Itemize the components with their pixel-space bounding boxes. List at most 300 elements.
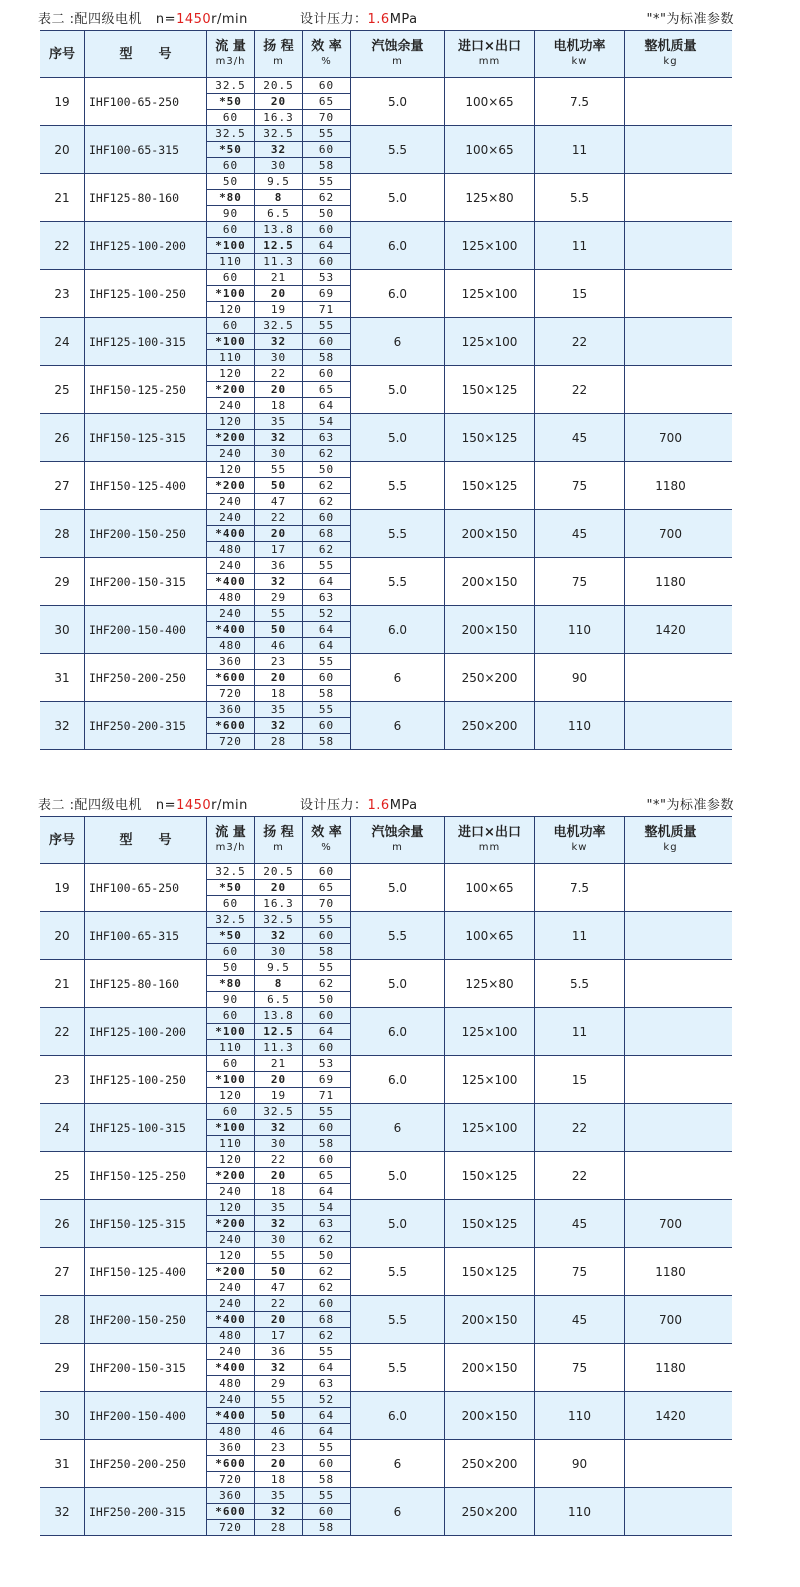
head-high: 28: [255, 733, 302, 749]
table-row: [40, 1296, 732, 1344]
row-npsh: [350, 558, 444, 605]
row-power-value: 11: [571, 928, 588, 943]
row-model-value: IHF125-100-200: [89, 1024, 186, 1039]
row-head: [254, 462, 302, 509]
eff-high: 62: [303, 493, 350, 509]
header-ports: [444, 31, 534, 77]
row-efficiency: [302, 1056, 350, 1103]
row-head: [254, 174, 302, 221]
row-flow: [206, 1392, 254, 1439]
head-low: 55: [270, 1249, 287, 1262]
row-npsh-value: 5.5: [387, 1360, 408, 1375]
eff-high: 58: [303, 1135, 350, 1151]
head-high: 16.3: [255, 895, 302, 911]
row-ports: [444, 366, 534, 413]
row-flow: [206, 960, 254, 1007]
row-power: [534, 1104, 624, 1151]
eff-standard: 60: [303, 1119, 350, 1135]
flow-standard: *200: [207, 1215, 254, 1231]
head-high: 19: [255, 301, 302, 317]
row-power: [534, 1440, 624, 1487]
row-ports: [444, 1440, 534, 1487]
eff-standard: 62: [303, 189, 350, 205]
head-standard: 20: [255, 669, 302, 685]
row-ports-value: 125×100: [461, 238, 518, 253]
row-index-value: 29: [54, 574, 70, 589]
flow-standard: *200: [207, 1263, 254, 1279]
row-mass: [624, 366, 716, 413]
row-index: [40, 222, 84, 269]
pressure-label: 设计压力：: [300, 12, 368, 27]
table-row: [40, 1344, 732, 1392]
row-power: [534, 702, 624, 749]
eff-low: 54: [318, 415, 335, 428]
row-mass: [624, 462, 716, 509]
row-power-value: 22: [571, 1120, 588, 1135]
row-npsh-value: 6.0: [387, 1072, 408, 1087]
flow-high: 480: [207, 541, 254, 557]
head-high: 6.5: [255, 991, 302, 1007]
row-power-value: 5.5: [569, 976, 590, 991]
header-model-label: 型 号: [119, 832, 172, 848]
flow-high: 240: [207, 397, 254, 413]
row-npsh: [350, 960, 444, 1007]
row-npsh-value: 6: [393, 334, 402, 349]
row-model: [84, 1008, 206, 1055]
row-ports: [444, 864, 534, 911]
row-ports-value: 125×100: [461, 1120, 518, 1135]
speed-value: 1450: [176, 12, 212, 27]
flow-standard: *50: [207, 879, 254, 895]
row-efficiency: [302, 510, 350, 557]
row-model: [84, 366, 206, 413]
row-index: [40, 1440, 84, 1487]
flow-standard: *100: [207, 237, 254, 253]
header-ports: [444, 817, 534, 863]
speed-value: 1450: [176, 798, 212, 813]
eff-low: 55: [318, 913, 335, 926]
row-mass: [624, 912, 716, 959]
row-head: [254, 222, 302, 269]
flow-high: 240: [207, 1231, 254, 1247]
row-power: [534, 270, 624, 317]
data-grid: [40, 30, 732, 750]
row-model: [84, 270, 206, 317]
row-npsh: [350, 606, 444, 653]
flow-high: 240: [207, 1279, 254, 1295]
flow-high: 240: [207, 493, 254, 509]
header-power-unit: kw: [571, 56, 588, 67]
row-model-value: IHF200-150-400: [89, 1408, 186, 1423]
row-ports-value: 200×150: [461, 622, 518, 637]
head-standard: 32: [255, 927, 302, 943]
row-mass-value: 700: [659, 1216, 682, 1231]
row-index-value: 22: [54, 1024, 70, 1039]
flow-standard: *400: [207, 1407, 254, 1423]
row-power: [534, 606, 624, 653]
row-mass: [624, 1200, 716, 1247]
row-ports: [444, 960, 534, 1007]
flow-standard: *50: [207, 927, 254, 943]
table-row: [40, 864, 732, 912]
row-model: [84, 1248, 206, 1295]
head-high: 30: [255, 1231, 302, 1247]
row-mass-value: 700: [659, 1312, 682, 1327]
head-low: 35: [270, 415, 287, 428]
row-efficiency: [302, 558, 350, 605]
head-low: 22: [270, 1153, 287, 1166]
row-npsh-value: 6: [393, 670, 402, 685]
eff-standard: 65: [303, 879, 350, 895]
eff-low: 50: [318, 463, 335, 476]
row-npsh: [350, 1056, 444, 1103]
row-flow: [206, 1344, 254, 1391]
flow-low: 50: [222, 175, 239, 188]
row-power-value: 22: [571, 1168, 588, 1183]
flow-standard: *80: [207, 189, 254, 205]
row-mass-value: 1420: [655, 622, 686, 637]
eff-low: 53: [318, 271, 335, 284]
row-model-value: IHF100-65-315: [89, 928, 180, 943]
row-efficiency: [302, 126, 350, 173]
head-low: 23: [270, 1441, 287, 1454]
header-efficiency: [302, 31, 350, 77]
row-mass: [624, 510, 716, 557]
row-model-value: IHF250-200-250: [89, 670, 186, 685]
head-low: 20.5: [263, 865, 294, 878]
row-power: [534, 414, 624, 461]
row-index-value: 32: [54, 718, 70, 733]
row-model-value: IHF100-65-250: [89, 880, 180, 895]
eff-standard: 65: [303, 1167, 350, 1183]
row-flow: [206, 558, 254, 605]
row-model-value: IHF125-100-315: [89, 1120, 186, 1135]
row-index-value: 24: [54, 334, 70, 349]
flow-low: 120: [219, 1249, 242, 1262]
row-ports-value: 125×100: [461, 1072, 518, 1087]
flow-standard: *200: [207, 1167, 254, 1183]
row-mass: [624, 1104, 716, 1151]
row-model: [84, 510, 206, 557]
row-head: [254, 366, 302, 413]
row-npsh: [350, 174, 444, 221]
row-npsh: [350, 702, 444, 749]
eff-high: 58: [303, 1471, 350, 1487]
row-ports-value: 250×200: [461, 670, 518, 685]
eff-standard: 64: [303, 1023, 350, 1039]
row-index: [40, 414, 84, 461]
row-model: [84, 1056, 206, 1103]
eff-high: 58: [303, 943, 350, 959]
row-index-value: 20: [54, 928, 70, 943]
row-flow: [206, 1200, 254, 1247]
table-row: [40, 78, 732, 126]
row-npsh: [350, 654, 444, 701]
row-flow: [206, 270, 254, 317]
head-high: 29: [255, 1375, 302, 1391]
table-row: [40, 270, 732, 318]
row-model: [84, 1392, 206, 1439]
header-index-label: 序号: [48, 832, 75, 848]
row-npsh: [350, 1152, 444, 1199]
table-row: [40, 702, 732, 749]
head-low: 9.5: [267, 175, 290, 188]
head-high: 11.3: [255, 1039, 302, 1055]
eff-high: 70: [303, 895, 350, 911]
head-low: 23: [270, 655, 287, 668]
row-model: [84, 1440, 206, 1487]
row-mass: [624, 654, 716, 701]
row-index: [40, 864, 84, 911]
row-npsh: [350, 1392, 444, 1439]
eff-low: 55: [318, 961, 335, 974]
flow-high: 120: [207, 301, 254, 317]
eff-low: 60: [318, 865, 335, 878]
eff-standard: 63: [303, 1215, 350, 1231]
row-mass: [624, 126, 716, 173]
header-head: [254, 31, 302, 77]
head-low: 55: [270, 607, 287, 620]
row-efficiency: [302, 960, 350, 1007]
row-power-value: 75: [571, 478, 588, 493]
eff-high: 50: [303, 205, 350, 221]
row-model-value: IHF125-100-250: [89, 286, 186, 301]
row-ports: [444, 1008, 534, 1055]
header-flow-unit: m3/h: [215, 56, 246, 67]
row-ports-value: 200×150: [461, 1408, 518, 1423]
head-high: 46: [255, 1423, 302, 1439]
row-power-value: 22: [571, 382, 588, 397]
head-high: 17: [255, 1327, 302, 1343]
eff-standard: 64: [303, 621, 350, 637]
eff-low: 60: [318, 367, 335, 380]
row-efficiency: [302, 1200, 350, 1247]
row-efficiency: [302, 414, 350, 461]
head-standard: 50: [255, 1263, 302, 1279]
table-row: [40, 912, 732, 960]
row-index-value: 32: [54, 1504, 70, 1519]
head-high: 11.3: [255, 253, 302, 269]
row-power-value: 45: [571, 1312, 588, 1327]
standard-note: "*"为标准参数: [646, 798, 734, 813]
row-npsh-value: 5.0: [387, 430, 408, 445]
flow-low: 32.5: [215, 913, 246, 926]
row-power-value: 45: [571, 1216, 588, 1231]
header-flow: [206, 817, 254, 863]
row-ports-value: 150×125: [461, 478, 518, 493]
row-npsh-value: 6.0: [387, 622, 408, 637]
row-npsh: [350, 1200, 444, 1247]
flow-high: 720: [207, 685, 254, 701]
row-efficiency: [302, 864, 350, 911]
row-index: [40, 702, 84, 749]
row-ports: [444, 702, 534, 749]
flow-high: 90: [207, 205, 254, 221]
eff-low: 55: [318, 127, 335, 140]
row-ports: [444, 1344, 534, 1391]
header-index: [40, 31, 84, 77]
row-npsh: [350, 864, 444, 911]
eff-standard: 64: [303, 573, 350, 589]
flow-low: 60: [222, 223, 239, 236]
row-npsh-value: 6.0: [387, 238, 408, 253]
head-high: 19: [255, 1087, 302, 1103]
flow-low: 120: [219, 463, 242, 476]
spec-table-2: [40, 786, 732, 1536]
table-row: [40, 558, 732, 606]
row-model-value: IHF200-150-400: [89, 622, 186, 637]
row-efficiency: [302, 462, 350, 509]
table-row: [40, 960, 732, 1008]
eff-high: 60: [303, 1039, 350, 1055]
row-ports-value: 250×200: [461, 718, 518, 733]
row-model: [84, 912, 206, 959]
row-index: [40, 270, 84, 317]
eff-low: 60: [318, 1297, 335, 1310]
row-efficiency: [302, 222, 350, 269]
row-ports-value: 125×80: [465, 190, 514, 205]
eff-low: 52: [318, 607, 335, 620]
eff-low: 60: [318, 223, 335, 236]
head-high: 18: [255, 685, 302, 701]
eff-standard: 60: [303, 141, 350, 157]
row-index: [40, 1008, 84, 1055]
eff-standard: 62: [303, 477, 350, 493]
head-high: 18: [255, 1471, 302, 1487]
flow-high: 60: [207, 157, 254, 173]
row-npsh: [350, 270, 444, 317]
eff-standard: 62: [303, 975, 350, 991]
row-index-value: 31: [54, 1456, 70, 1471]
eff-low: 55: [318, 703, 335, 716]
head-high: 18: [255, 397, 302, 413]
head-high: 16.3: [255, 109, 302, 125]
row-model: [84, 960, 206, 1007]
eff-high: 64: [303, 637, 350, 653]
eff-high: 50: [303, 991, 350, 1007]
row-ports-value: 250×200: [461, 1504, 518, 1519]
head-standard: 32: [255, 1119, 302, 1135]
header-head: [254, 817, 302, 863]
row-flow: [206, 414, 254, 461]
eff-high: 60: [303, 253, 350, 269]
flow-low: 360: [219, 1441, 242, 1454]
row-efficiency: [302, 606, 350, 653]
row-npsh: [350, 78, 444, 125]
standard-note: "*"为标准参数: [646, 12, 734, 27]
row-flow: [206, 1248, 254, 1295]
head-low: 22: [270, 511, 287, 524]
row-index-value: 29: [54, 1360, 70, 1375]
row-index: [40, 558, 84, 605]
flow-low: 120: [219, 1153, 242, 1166]
row-mass: [624, 702, 716, 749]
row-head: [254, 1296, 302, 1343]
row-ports: [444, 510, 534, 557]
row-power: [534, 1056, 624, 1103]
flow-high: 480: [207, 1327, 254, 1343]
head-low: 13.8: [263, 1009, 294, 1022]
row-npsh-value: 5.0: [387, 94, 408, 109]
row-power: [534, 366, 624, 413]
eff-high: 71: [303, 301, 350, 317]
row-ports: [444, 606, 534, 653]
head-standard: 32: [255, 1503, 302, 1519]
table-label: 表二 :配四级电机: [38, 798, 143, 813]
head-standard: 32: [255, 717, 302, 733]
eff-high: 58: [303, 1519, 350, 1535]
flow-standard: *50: [207, 141, 254, 157]
head-high: 18: [255, 1183, 302, 1199]
row-index-value: 31: [54, 670, 70, 685]
head-high: 17: [255, 541, 302, 557]
row-model-value: IHF200-150-315: [89, 1360, 186, 1375]
table-row: [40, 1056, 732, 1104]
row-index-value: 30: [54, 622, 70, 637]
eff-low: 53: [318, 1057, 335, 1070]
header-model: [84, 817, 206, 863]
row-head: [254, 78, 302, 125]
head-standard: 50: [255, 1407, 302, 1423]
pressure-value: 1.6: [367, 12, 390, 27]
row-npsh-value: 5.0: [387, 1168, 408, 1183]
row-power: [534, 126, 624, 173]
header-power-label: 电机功率: [553, 39, 606, 54]
row-npsh: [350, 222, 444, 269]
row-npsh-value: 6: [393, 1456, 402, 1471]
row-head: [254, 318, 302, 365]
row-head: [254, 1344, 302, 1391]
row-power: [534, 1488, 624, 1535]
row-model: [84, 1344, 206, 1391]
head-low: 22: [270, 1297, 287, 1310]
row-head: [254, 1008, 302, 1055]
row-power-value: 75: [571, 1264, 588, 1279]
flow-standard: *400: [207, 573, 254, 589]
table-body: [40, 78, 732, 749]
row-head: [254, 270, 302, 317]
flow-low: 360: [219, 655, 242, 668]
row-power-value: 7.5: [569, 94, 590, 109]
table-row: [40, 318, 732, 366]
eff-low: 55: [318, 1489, 335, 1502]
flow-standard: *600: [207, 717, 254, 733]
row-model-value: IHF150-125-315: [89, 430, 186, 445]
header-mass-label: 整机质量: [644, 825, 697, 840]
row-ports: [444, 912, 534, 959]
row-index: [40, 912, 84, 959]
row-npsh-value: 5.5: [387, 526, 408, 541]
eff-low: 60: [318, 1153, 335, 1166]
row-efficiency: [302, 1440, 350, 1487]
eff-high: 63: [303, 589, 350, 605]
row-npsh-value: 5.5: [387, 928, 408, 943]
header-head-label: 扬 程: [263, 825, 294, 840]
row-flow: [206, 510, 254, 557]
row-npsh-value: 5.0: [387, 976, 408, 991]
flow-low: 60: [222, 1009, 239, 1022]
row-ports-value: 125×100: [461, 334, 518, 349]
eff-standard: 60: [303, 927, 350, 943]
row-npsh-value: 5.5: [387, 1312, 408, 1327]
row-ports: [444, 174, 534, 221]
flow-high: 60: [207, 109, 254, 125]
flow-low: 32.5: [215, 79, 246, 92]
row-mass-value: 1180: [655, 1360, 686, 1375]
table-row: [40, 1008, 732, 1056]
header-power: [534, 817, 624, 863]
row-efficiency: [302, 1104, 350, 1151]
